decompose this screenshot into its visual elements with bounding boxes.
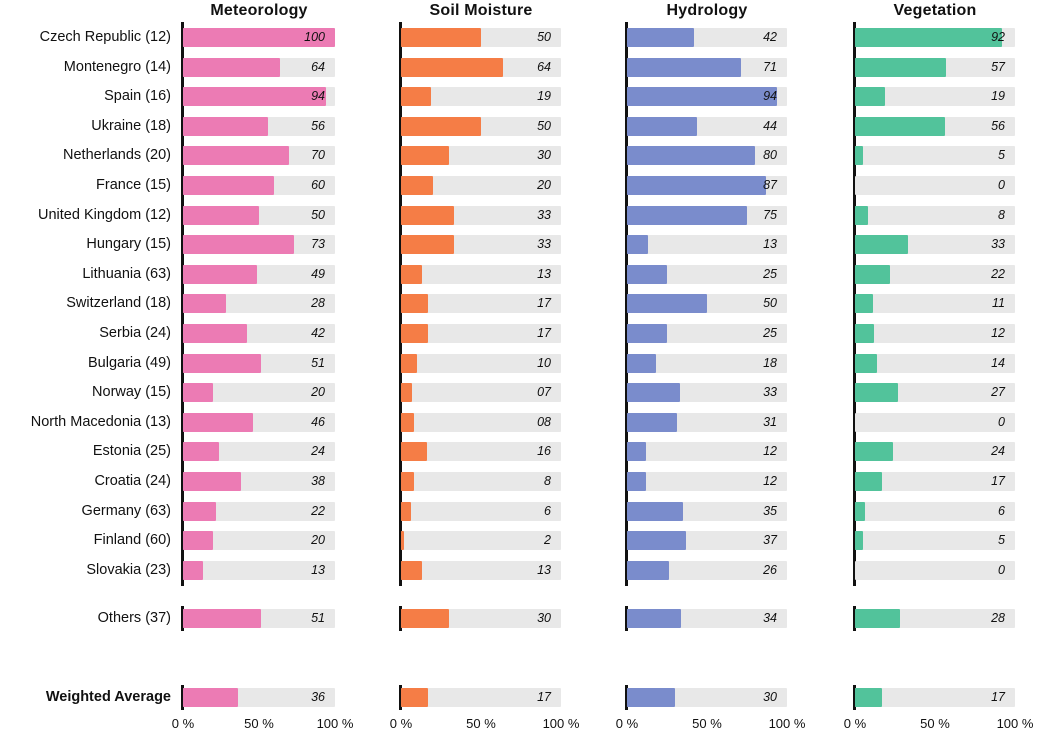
row-label: Czech Republic (12) [39,29,171,45]
bar-value: 46 [311,414,325,429]
panel-title-vegetation: Vegetation [893,2,977,19]
bar-value: 94 [763,89,777,104]
row-label: Lithuania (63) [82,265,171,282]
bar-value: 14 [991,355,1005,370]
bar-value: 70 [311,148,325,163]
bar-value: 19 [991,89,1005,104]
bar-value: 5 [998,533,1005,548]
row-label: Estonia (25) [92,443,171,460]
bar-value: 51 [311,611,325,625]
bar-value: 28 [991,611,1005,625]
x-tick-label: 0 % [615,716,639,731]
bar-row-2 [855,87,885,106]
row-label-others: Others (37) [97,610,171,626]
bar-value: 34 [763,611,777,625]
bar-value: 17 [537,690,551,704]
row-label: Montenegro (14) [63,58,171,75]
bar-weighted-average [855,688,882,707]
bar-value: 42 [311,326,325,340]
bar-value: 33 [991,237,1005,252]
bar-value: 13 [537,562,551,577]
bar-value: 100 [304,30,325,44]
x-tick-label: 50 % [692,716,722,731]
bar-value: 20 [311,533,325,548]
bar-value: 50 [537,30,551,44]
bar-value: 07 [537,385,551,400]
bar-value: 51 [311,355,325,370]
row-label: Switzerland (18) [66,295,171,312]
bar-value: 20 [311,385,325,400]
bar-value: 80 [763,148,777,163]
row-label: Hungary (15) [86,236,171,253]
bar-value: 33 [537,237,551,252]
bar-value: 6 [998,503,1005,518]
x-tick-label: 50 % [244,716,274,731]
bar-row-4 [855,146,863,165]
bar-value: 64 [311,59,325,74]
bar-row-15 [855,472,882,491]
panel-title-hydrology: Hydrology [666,2,748,19]
bar-value: 30 [537,148,551,163]
bar-value: 25 [763,326,777,340]
bar-value: 60 [311,178,325,192]
row-label: France (15) [96,177,171,193]
bar-value: 27 [991,385,1005,400]
bar-row-17 [855,531,863,550]
bar-value: 17 [991,690,1005,704]
bar-value: 5 [998,148,1005,163]
bar-value: 73 [311,237,325,252]
x-tick-label: 100 % [316,716,354,731]
x-tick-label: 50 % [920,716,950,731]
x-tick-label: 50 % [466,716,496,731]
bar-value: 8 [998,207,1005,222]
bar-value: 30 [763,690,777,704]
bar-row-8 [855,265,890,284]
x-tick-label: 0 % [389,716,413,731]
bar-row-10 [855,324,874,343]
bar-value: 19 [537,89,551,104]
bar-value: 13 [311,562,325,577]
bar-value: 64 [537,59,551,74]
bar-value: 36 [311,690,325,704]
bar-value: 12 [763,474,777,488]
bar-value: 6 [544,503,551,518]
bar-value: 24 [991,444,1005,459]
bar-row-7 [855,235,908,254]
row-label: Spain (16) [104,88,171,105]
bar-value: 08 [537,414,551,429]
bar-value: 17 [537,296,551,311]
bar-value: 71 [763,59,777,74]
bar-value: 57 [991,59,1005,74]
bar-value: 38 [311,474,325,488]
row-label: Bulgaria (49) [87,354,171,371]
bar-value: 2 [544,533,551,548]
bar-value: 94 [311,89,325,104]
bar-value: 87 [763,178,777,192]
bar-value: 50 [537,118,551,133]
bar-value: 75 [763,207,777,222]
bar-row-6 [855,206,868,225]
bar-value: 13 [763,237,777,252]
bar-value: 56 [991,118,1005,133]
bar-value: 16 [537,444,551,459]
bar-value: 12 [991,326,1005,340]
bar-row-9 [855,294,873,313]
bar-row-11 [855,354,877,373]
bar-value: 33 [763,385,777,400]
bar-value: 10 [537,355,551,370]
bar-value: 17 [991,474,1005,488]
bar-value: 17 [537,326,551,340]
bar-value: 24 [311,444,325,459]
bar-value: 49 [311,266,325,281]
bar-row-14 [855,442,893,461]
panel-title-meteorology: Meteorology [210,2,308,19]
x-tick-label: 100 % [768,716,806,731]
bar-value: 31 [763,414,777,429]
bar-value: 25 [763,266,777,281]
bar-value: 30 [537,611,551,625]
x-tick-label: 100 % [996,716,1034,731]
row-label: United Kingdom (12) [38,206,171,223]
row-label: Finland (60) [93,532,171,549]
x-tick-label: 100 % [542,716,580,731]
x-tick-label: 0 % [843,716,867,731]
row-label: Norway (15) [92,384,171,401]
row-label: Croatia (24) [94,473,171,489]
row-label: Slovakia (23) [86,561,171,578]
bar-value: 8 [544,474,551,488]
bar-row-12 [855,383,898,402]
bar-value: 11 [992,296,1005,311]
bar-value: 13 [537,266,551,281]
bar-value: 44 [763,118,777,133]
bar-value: 22 [311,503,325,518]
x-tick-label: 0 % [171,716,195,731]
bar-value: 37 [763,533,777,548]
bar-value: 42 [763,30,777,44]
bar-value: 0 [998,562,1005,577]
panel-title-soil-moisture: Soil Moisture [429,2,533,19]
bar-row-16 [855,502,865,521]
bar-value: 33 [537,207,551,222]
bar-value: 0 [998,414,1005,429]
bar-value: 22 [991,266,1005,281]
bar-value: 0 [998,178,1005,192]
bar-value: 50 [311,207,325,222]
bar-value: 12 [763,444,777,459]
row-label-weighted-average: Weighted Average [45,689,171,705]
row-label: Ukraine (18) [91,117,171,134]
bar-value: 18 [763,355,777,370]
bar-others [855,609,900,628]
bar-row-3 [855,117,945,136]
bar-value: 35 [763,503,777,518]
row-label: Netherlands (20) [63,147,171,164]
bar-value: 92 [991,30,1005,44]
bar-row-1 [855,58,946,77]
bar-value: 56 [311,118,325,133]
bar-value: 50 [763,296,777,311]
bar-value: 20 [537,178,551,192]
row-label: Serbia (24) [99,325,171,341]
bar-value: 28 [311,296,325,311]
bar-value: 26 [763,562,777,577]
row-label: Germany (63) [81,502,171,519]
row-label: North Macedonia (13) [30,413,171,430]
